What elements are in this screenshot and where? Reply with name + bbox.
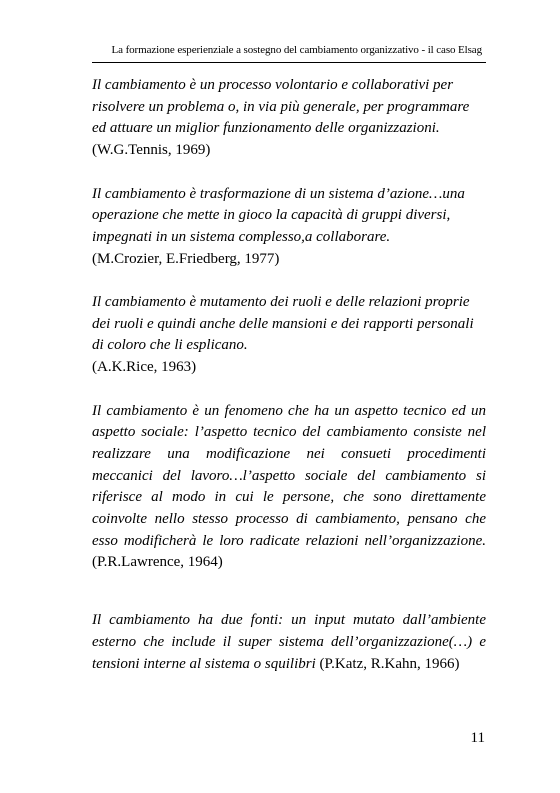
citation: (A.K.Rice, 1963) bbox=[92, 359, 197, 376]
citation: (P.Katz, R.Kahn, 1966) bbox=[319, 655, 460, 672]
definition-5 bbox=[92, 610, 486, 675]
citation: (M.Crozier, E.Friedberg, 1977) bbox=[92, 250, 280, 267]
quote-text: Il cambiamento è mutamento dei ruoli e delle relazioni proprie dei ruoli e quindi anche delle mansioni e dei rapporti personali di coloro che li esplicano. bbox=[92, 294, 474, 354]
citation: (W.G.Tennis, 1969) bbox=[92, 142, 211, 159]
document-body bbox=[92, 75, 486, 675]
quote-text: Il cambiamento ha due fonti: un input mutato dall’ambiente esterno che include il super sistema dell’organizzazione(…) e tensioni interne al sistema o squilibri bbox=[92, 612, 486, 672]
definition-3 bbox=[92, 292, 486, 379]
running-header: La formazione esperienziale a sostegno del cambiamento organizzativo - il caso Elsag bbox=[111, 44, 482, 56]
definition-1 bbox=[92, 75, 486, 162]
quote-text: Il cambiamento è un processo volontario e collaborativi per risolvere un problema o, in via più generale, per programmare ed attuare un miglior funzionamento delle organizzazioni. bbox=[92, 77, 470, 137]
quote-text: Il cambiamento è trasformazione di un sistema d’azione…una operazione che mette in gioco la capacità di gruppi diversi, impegnati in un sistema complesso,a collaborare. bbox=[92, 185, 465, 245]
header-rule bbox=[92, 62, 486, 63]
definition-4 bbox=[92, 401, 486, 575]
definition-2 bbox=[92, 184, 486, 271]
page-number: 11 bbox=[470, 730, 485, 746]
citation: (P.R.Lawrence, 1964) bbox=[92, 554, 223, 571]
quote-text: Il cambiamento è un fenomeno che ha un aspetto tecnico ed un aspetto sociale: l’aspetto tecnico del cambiamento consiste nel realizzare una modificazione nei consueti procedimenti meccanici del lavoro…l’aspetto sociale del cambiamento si riferisce al modo in cui le persone, che sono direttamente coinvolte nello stesso processo di cambiamento, pensano che esso modificherà le loro radicate relazioni nell’organizzazione. bbox=[92, 402, 486, 549]
